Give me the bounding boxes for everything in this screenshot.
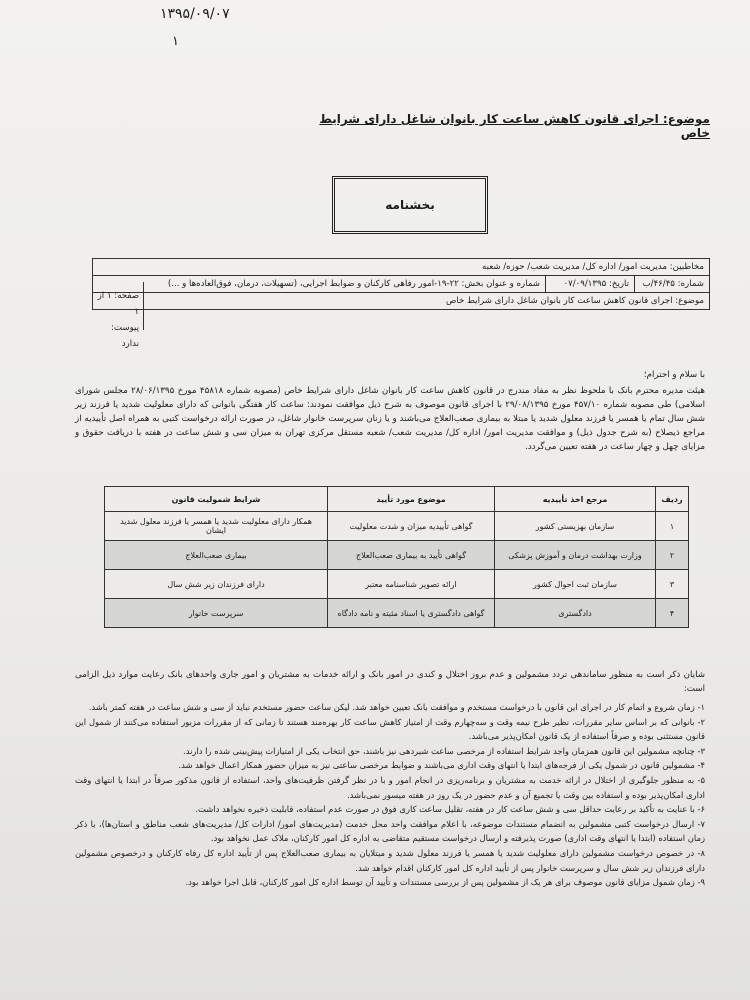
condition-cell: دارای فرزندان زیر شش سال [105,570,328,599]
list-item: ۹- زمان شمول مزایای قانون موصوف برای هر یک از مشمولین پس از بررسی مستندات و تأیید آن توسط اداره کل امور کارکنان، قابل اجرا خواهد بود. [185,877,705,888]
subject-cell: گواهی تأییدیه میزان و شدت معلولیت [328,512,495,541]
subject-cell: ارائه تصویر شناسنامه معتبر [328,570,495,599]
circular-title-box [332,176,488,234]
document-date: ۱۳۹۵/۰۹/۰۷ [160,6,230,22]
authority-cell: دادگستری [495,599,656,628]
list-item: ۴- مشمولین قانون در شمول یکی از فرجه‌های ابتدا یا انتهای وقت اداری می‌باشند و ضوابط مرخصی ساعتی نیز به میزان حضور همکار اعمال خواهد شد. [178,760,705,771]
reference-row [93,276,710,293]
col-header-condition: شرایط شمولیت قانون [105,487,328,512]
col-header-authority: مرجع اخذ تأییدیه [495,487,656,512]
list-item: ۱- زمان شروع و اتمام کار در اجرای این قانون با درخواست مستخدم و موافقت بانک تعیین خواهد شد. لیکن ساعت حضور مستخدم نباید از سی و شش ساعت در هفته کمتر باشد. [88,702,705,712]
list-item: ۷- ارسال درخواست کتبی مشمولین به انضمام مستندات موضوعه، با اعلام موافقت واحد محل خدمت (مدیریت‌های امور/ ادارات کل/ مدیریت‌های شعب مناطق و استان‌ها)، با ذکر زمان استفاده (ابتدا یا انتهای وقت اداری) صورت پذیرفته و ارسال درخواست مستقیم متقاضی به اداره کل امور کارکنان، ملاک عمل نخواهد بود. [75,818,705,844]
page-count: صفحه: ۱ از ۱ [97,291,139,317]
col-header-row: ردیف [656,487,689,512]
intro-paragraph: هیئت مدیره محترم بانک با ملحوظ نظر به مفاد مندرج در قانون کاهش ساعت کار بانوان شاغل دارای شرایط خاص (مصوبه شماره ۴۵۸۱۸ مورخ ۲۸/۰۶/۱۳۹۵ مجلس شورای اسلامی) طی مصوبه شماره ۴۵۷/۱۰ مورخ ۲۹/۰۸/۱۳۹۵ با اجرای قانون موصوف به شرح ذیل موافقت نمودند: ساعت کار هفتگی بانوانی که دارای معلولیت شدید یا فرزند زیر شش سال تمام یا همسر یا فرزند معلول شدید یا مبتلا به بیماری صعب‌العلاج می‌باشند و یا زنان سرپرست خانوار شاغل، در صورت ارائه درخواست کتبی به همراه اصل تأییدیه از مراجع ذیصلاح (به شرح جدول ذیل) و موافقت مدیریت امور/ اداره کل/ مدیریت شعب/ شعبه مستقل مرکزی تهران به میزان سی و شش ساعت در هفته با دریافت حقوق و مزایای چهل و چهار ساعت در هفته تعیین می‌گردد. [75,386,705,452]
authority-cell: وزارت بهداشت درمان و آموزش پزشکی [495,541,656,570]
authority-cell: سازمان ثبت احوال کشور [495,570,656,599]
subject-cell: موضوع: اجرای قانون کاهش ساعت کار بانوان شاغل دارای شرایط خاص [93,293,710,310]
condition-cell: سرپرست خانوار [105,599,328,628]
number-cell: شماره: ۴۶/۴۵/ب [635,276,710,293]
date-cell: تاریخ: ۰۷/۰۹/۱۳۹۵ [546,276,635,293]
row-number: ۳ [656,570,689,599]
list-item: ۳- چنانچه مشمولین این قانون همزمان واجد شرایط استفاده از مرخصی ساعت شیردهی نیز باشند، حق انتخاب یکی از امتیازات پیش‌بینی شده را دارند. [183,745,705,756]
subject-cell: گواهی تأیید به بیماری صعب‌العلاج [328,541,495,570]
table-row [105,541,689,570]
condition-cell: همکار دارای معلولیت شدید یا همسر یا فرزند معلول شدید ایشان [105,512,328,541]
list-item: ۵- به منظور جلوگیری از اختلال در ارائه خدمت به مشتریان و برنامه‌ریزی در انجام امور و با در نظر گرفتن ظرفیت‌های واحد، استفاده از قانون مذکور صرفاً در ابتدا یا انتهای وقت اداری امکان‌پذیر بوده و استفاده بین وقت یا تجمیع آن و عدم حضور در یک روز در هفته میسور نمی‌باشد. [75,774,705,800]
eligibility-table [104,486,689,628]
title-text: شماره و عنوان بخش: ۲۲-۱۹-امور رفاهی کارکنان و ضوابط اجرایی، (تسهیلات، درمان، فوق‌العاده‌ها و ...) [167,279,540,289]
col-header-subject: موضوع مورد تأیید [328,487,495,512]
title-cell [93,276,546,293]
page-attachment-cell [92,282,144,349]
circular-title: بخشنامه [385,198,435,212]
recipients-row [93,259,710,276]
table-row [105,570,689,599]
list-item: ۸- در خصوص درخواست مشمولین دارای معلولیت شدید یا همسر یا فرزند معلول شدید و مبتلایان به بیماری صعب‌العلاج پس از تأیید اداره کل رفاه کارکنان و درخصوص مشمولین دارای فرزندان زیر شش سال و سرپرست خانوار پس از تأیید اداره کل امور کارکنان اقدام خواهد شد. [75,847,705,873]
table-row [105,512,689,541]
subject-heading: موضوع: اجرای قانون کاهش ساعت کار بانوان شاغل دارای شرایط خاص [319,112,710,140]
attachment-info: پیوست: ندارد [111,323,139,349]
closing-intro: شایان ذکر است به منظور ساماندهی تردد مشمولین و عدم بروز اختلال و کندی در امور بانک و ارائه خدمات به مشتریان و امور جاری واحدهای بانک رعایت موارد ذیل الزامی است: [75,670,705,694]
row-number: ۱ [656,512,689,541]
greeting: با سلام و احترام؛ [643,370,705,380]
subject-cell: گواهی دادگستری یا اسناد مثبته و نامه دادگاه [328,599,495,628]
row-number: ۲ [656,541,689,570]
header-info-table [92,258,710,310]
subject-row [93,293,710,310]
rules-list [75,700,705,890]
eligibility-header-row [105,487,689,512]
row-number: ۴ [656,599,689,628]
table-row [105,599,689,628]
list-item: ۶- با عنایت به تأکید بر رعایت حداقل سی و شش ساعت کار در هفته، تقلیل ساعت کاری فوق در صورت عدم استفاده، قابلیت ذخیره نخواهد داشت. [195,804,705,815]
authority-cell: سازمان بهزیستی کشور [495,512,656,541]
recipients-cell: مخاطبین: مدیریت امور/ اداره کل/ مدیریت شعب/ حوزه/ شعبه [93,259,710,276]
page-number: ۱ [172,34,179,49]
list-item: ۲- بانوانی که بر اساس سایر مقررات، نظیر طرح نیمه وقت و سه‌چهارم وقت از امتیاز کاهش ساعت کار بهره‌مند هستند تا زمانی که از مقررات مزبور استفاده می‌کنند از شمول این قانون مستثنی بوده و صرفاً استفاده از یک قانون امکان‌پذیر می‌باشد. [75,716,705,742]
condition-cell: بیماری صعب‌العلاج [105,541,328,570]
